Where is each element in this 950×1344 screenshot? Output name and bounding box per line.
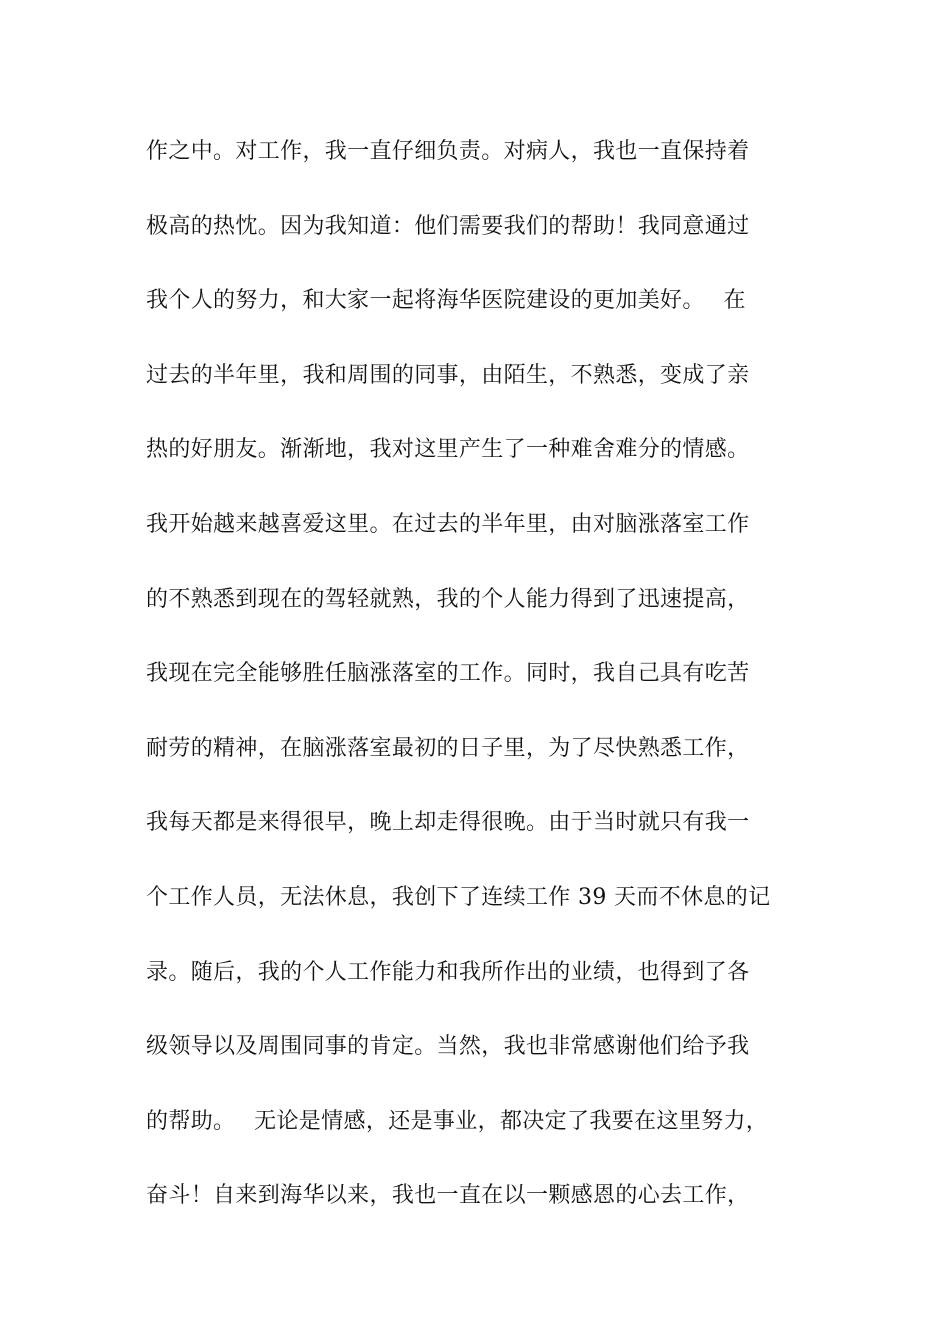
text-line: 的帮助。 无论是情感，还是事业，都决定了我要在这里努力， [146, 1108, 769, 1134]
text-line: 热的好朋友。渐渐地，我对这里产生了一种难舍难分的情感。 [146, 437, 750, 463]
text-line: 个工作人员，无法休息，我创下了连续工作 39 天而不休息的记 [146, 884, 771, 910]
body-text [146, 132, 826, 1251]
text-line: 极高的热忱。因为我知道：他们需要我们的帮助！我同意通过 [146, 213, 750, 239]
text-line: 我个人的努力，和大家一起将海华医院建设的更加美好。 在 [146, 288, 746, 314]
text-line: 我现在完全能够胜任脑涨落室的工作。同时，我自己具有吃苦 [146, 661, 750, 687]
text-line: 过去的半年里，我和周围的同事，由陌生，不熟悉，变成了亲 [146, 362, 750, 388]
text-line: 耐劳的精神，在脑涨落室最初的日子里，为了尽快熟悉工作， [146, 735, 750, 761]
text-line: 的不熟悉到现在的驾轻就熟，我的个人能力得到了迅速提高， [146, 586, 750, 612]
text-line: 我每天都是来得很早，晚上却走得很晚。由于当时就只有我一 [146, 810, 750, 836]
text-line: 奋斗！自来到海华以来，我也一直在以一颗感恩的心去工作， [146, 1183, 750, 1209]
text-line: 我开始越来越喜爱这里。在过去的半年里，由对脑涨落室工作 [146, 511, 750, 537]
text-line: 作之中。对工作，我一直仔细负责。对病人，我也一直保持着 [146, 139, 750, 164]
text-line: 录。随后，我的个人工作能力和我所作出的业绩，也得到了各 [146, 959, 750, 985]
text-line: 级领导以及周围同事的肯定。当然，我也非常感谢他们给予我 [146, 1034, 750, 1060]
